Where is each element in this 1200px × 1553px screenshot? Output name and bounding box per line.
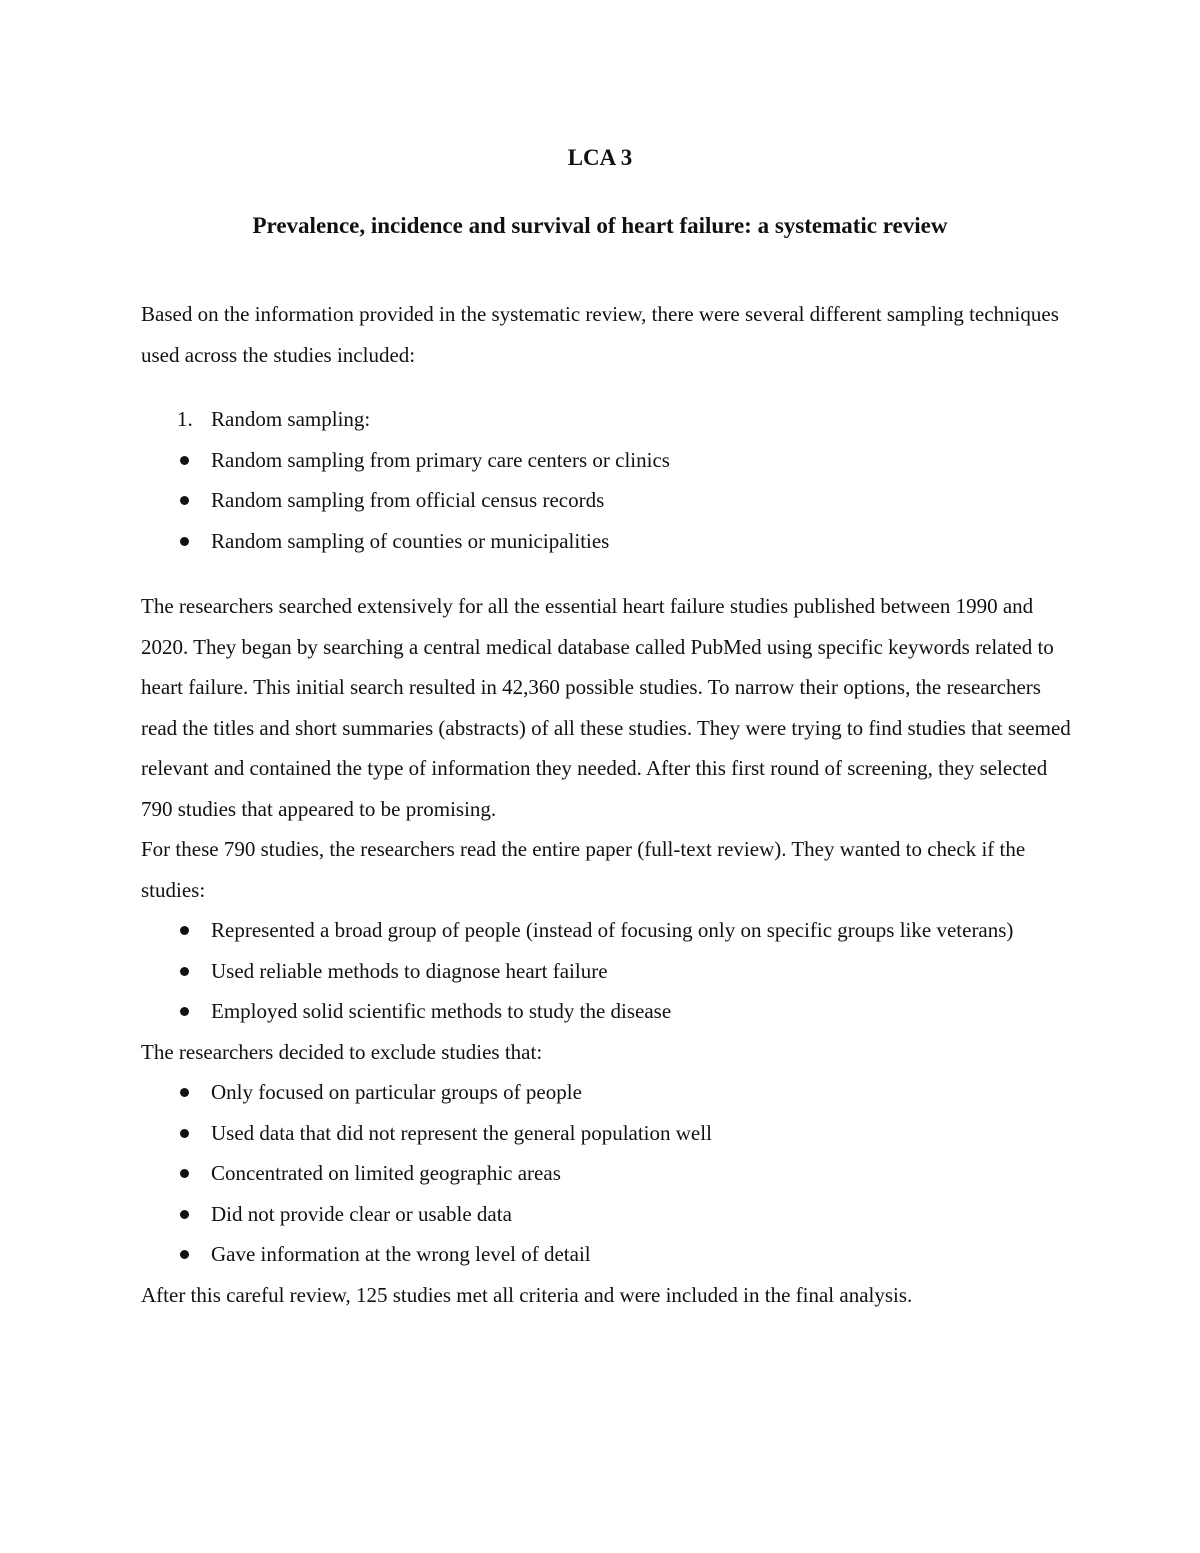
intro-section bbox=[141, 294, 1071, 375]
search-paragraph: The researchers searched extensively for all the essential heart failure studies published between 1990 and 2020. They began by searching a central medical database called PubMed using specific keywords related to heart failure. This initial search resulted in 42,360 possible studies. To narrow their options, the researchers read the titles and short summaries (abstracts) of all these studies. They were trying to find studies that seemed relevant and contained the type of information they needed. After this first round of screening, they selected 790 studies that appeared to be promising. bbox=[141, 594, 1071, 821]
list-item-text: Did not provide clear or usable data bbox=[211, 1201, 512, 1226]
list-item-text: Used data that did not represent the general population well bbox=[211, 1120, 712, 1145]
list-item bbox=[141, 991, 1071, 1032]
list-item-text: Random sampling from primary care centers or clinics bbox=[211, 447, 670, 472]
exclude-intro: The researchers decided to exclude studies that: bbox=[141, 1039, 543, 1064]
bullet-icon bbox=[180, 1210, 189, 1219]
list-item bbox=[141, 1113, 1071, 1154]
list-item bbox=[141, 910, 1071, 951]
list-item-text: Random sampling: bbox=[211, 407, 371, 431]
list-item bbox=[141, 1194, 1071, 1235]
numbered-list-item bbox=[141, 399, 1071, 440]
bullet-icon bbox=[180, 496, 189, 505]
exclusion-list bbox=[141, 1072, 1071, 1275]
list-item bbox=[141, 1153, 1071, 1194]
bullet-icon bbox=[180, 537, 189, 546]
fulltext-paragraph: For these 790 studies, the researchers read the entire paper (full-text review). They wanted to check if the studies: bbox=[141, 837, 1026, 902]
list-item bbox=[141, 1234, 1071, 1275]
document-title: LCA 3 bbox=[567, 145, 633, 170]
list-item bbox=[141, 480, 1071, 521]
sampling-section bbox=[141, 399, 1071, 561]
bullet-icon bbox=[180, 456, 189, 465]
bullet-icon bbox=[180, 1088, 189, 1097]
list-item-text: Used reliable methods to diagnose heart failure bbox=[211, 958, 608, 983]
bullet-icon bbox=[180, 1250, 189, 1259]
bullet-icon bbox=[180, 967, 189, 976]
sampling-list bbox=[141, 399, 1071, 561]
list-item bbox=[141, 521, 1071, 562]
document-subtitle: Prevalence, incidence and survival of heart failure: a systematic review bbox=[252, 213, 948, 238]
bullet-icon bbox=[180, 1007, 189, 1016]
list-item-text: Employed solid scientific methods to study the disease bbox=[211, 999, 672, 1023]
list-item bbox=[141, 1072, 1071, 1113]
bullet-icon bbox=[180, 1169, 189, 1178]
methods-section bbox=[141, 586, 1071, 1315]
list-item-text: Gave information at the wrong level of detail bbox=[211, 1242, 591, 1266]
list-item bbox=[141, 440, 1071, 481]
conclusion-paragraph: After this careful review, 125 studies met all criteria and were included in the final analysis. bbox=[141, 1282, 913, 1307]
list-item-text: Concentrated on limited geographic areas bbox=[211, 1161, 561, 1185]
inclusion-list bbox=[141, 910, 1071, 1032]
intro-paragraph: Based on the information provided in the systematic review, there were several different sampling techniques used across the studies included: bbox=[141, 302, 1059, 367]
list-item-text: Random sampling of counties or municipalities bbox=[211, 528, 610, 553]
list-item bbox=[141, 951, 1071, 992]
bullet-icon bbox=[180, 926, 189, 935]
list-item-text: Only focused on particular groups of people bbox=[211, 1080, 582, 1104]
list-number: 1. bbox=[177, 407, 193, 431]
bullet-icon bbox=[180, 1129, 189, 1138]
list-item-text: Represented a broad group of people (instead of focusing only on specific groups like veterans) bbox=[211, 918, 1014, 942]
list-item-text: Random sampling from official census records bbox=[211, 488, 605, 512]
